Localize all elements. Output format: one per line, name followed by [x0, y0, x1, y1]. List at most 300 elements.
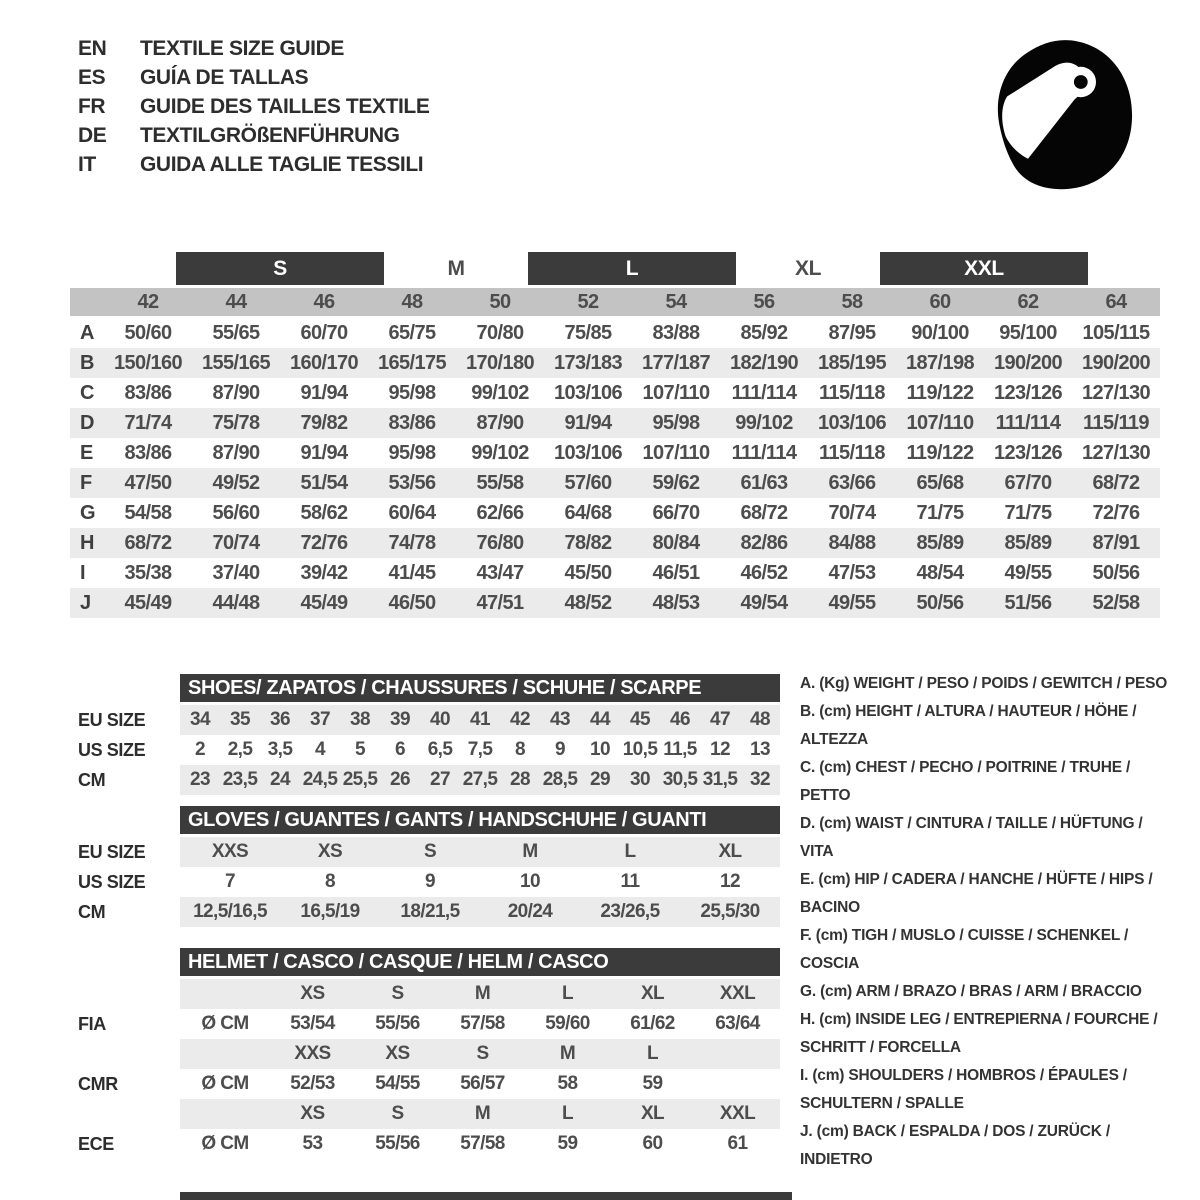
- helmet-value-cell: 57/58: [460, 1133, 505, 1154]
- value-cell: 26: [390, 769, 410, 790]
- section-row-label: CM: [78, 769, 106, 790]
- section-row-values: [180, 705, 780, 735]
- helmet-sizes-values: [180, 1099, 780, 1129]
- gloves-title: GLOVES / GUANTES / GANTS / HANDSCHUHE / GUANTI: [180, 806, 780, 834]
- language-row: [78, 92, 429, 121]
- value-cell: 30: [630, 769, 650, 790]
- helmet-size-cell: S: [476, 1043, 489, 1064]
- language-label: TEXTILGRÖßENFÜHRUNG: [140, 123, 400, 147]
- row-letter: B: [80, 351, 94, 374]
- legend-item: J. (cm) BACK / ESPALDA / DOS / ZURÜCK / INDIETRO: [800, 1123, 1110, 1168]
- row-letter: J: [80, 591, 91, 614]
- size-cell: 39/42: [300, 561, 348, 584]
- size-cell: 45/49: [124, 591, 172, 614]
- helmet-value-cell: 59: [642, 1073, 663, 1094]
- value-cell: 13: [750, 739, 770, 760]
- value-cell: 44: [590, 709, 610, 730]
- helmet-sizes-row: [70, 979, 780, 1009]
- value-cell: 10: [520, 871, 540, 892]
- value-cell: 24,5: [302, 769, 338, 790]
- size-column-60: 60: [929, 290, 951, 313]
- size-cell: 49/55: [828, 591, 876, 614]
- value-cell: XL: [718, 841, 742, 862]
- size-cell: 187/198: [905, 351, 975, 374]
- size-cell: 46/52: [740, 561, 788, 584]
- size-cell: 99/102: [471, 441, 529, 464]
- helmet-size-cell: M: [474, 1103, 491, 1124]
- size-column-46: 46: [313, 290, 335, 313]
- helmet-value-cell: 55/56: [375, 1133, 420, 1154]
- size-column-44: 44: [225, 290, 247, 313]
- size-cell: 37/40: [212, 561, 260, 584]
- garment-size-table: [70, 252, 1160, 618]
- row-letter: E: [80, 441, 93, 464]
- size-cell: 47/50: [124, 471, 172, 494]
- size-cell: 82/86: [740, 531, 788, 554]
- size-cell: 155/165: [201, 351, 271, 374]
- racing-helmet-icon: [980, 28, 1140, 200]
- helmet-standard-values: [180, 1069, 780, 1099]
- value-cell: 25,5: [342, 769, 378, 790]
- size-column-58: 58: [841, 290, 863, 313]
- helmet-size-cell: XXL: [719, 1103, 756, 1124]
- helmet-size-cell: XS: [385, 1043, 410, 1064]
- size-cell: 52/58: [1092, 591, 1140, 614]
- helmet-sizes-row: [70, 1039, 780, 1069]
- value-cell: 46: [670, 709, 690, 730]
- size-cell: 44/48: [212, 591, 260, 614]
- section-row-label: EU SIZE: [78, 841, 146, 862]
- language-row: [78, 63, 429, 92]
- helmet-size-cell: S: [391, 1103, 404, 1124]
- size-cell: 123/126: [993, 441, 1063, 464]
- size-column-48: 48: [401, 290, 423, 313]
- size-row-d: [70, 408, 1160, 438]
- size-cell: 59/62: [652, 471, 700, 494]
- size-cell: 50/56: [916, 591, 964, 614]
- size-cell: 95/98: [652, 411, 700, 434]
- size-cell: 55/58: [476, 471, 524, 494]
- section-row-label: EU SIZE: [78, 709, 146, 730]
- size-cell: 182/190: [729, 351, 799, 374]
- section-row: [70, 837, 780, 867]
- value-cell: 27,5: [462, 769, 498, 790]
- value-cell: XXS: [211, 841, 249, 862]
- size-row-b: [70, 348, 1160, 378]
- legend-item: E. (cm) HIP / CADERA / HANCHE / HÜFTE / HIPS / BACINO: [800, 871, 1153, 916]
- helmet-size-cell: XXS: [294, 1043, 331, 1064]
- size-cell: 91/94: [300, 381, 348, 404]
- size-column-62: 62: [1017, 290, 1039, 313]
- helmet-sizes-spacer: [70, 979, 180, 1009]
- size-cell: 87/95: [828, 321, 876, 344]
- size-cell: 95/100: [999, 321, 1057, 344]
- language-code: DE: [78, 123, 107, 147]
- value-cell: 23/26,5: [600, 901, 660, 922]
- size-cell: 84/88: [828, 531, 876, 554]
- helmet-title: HELMET / CASCO / CASQUE / HELM / CASCO: [180, 948, 780, 976]
- size-cell: 63/66: [828, 471, 876, 494]
- value-cell: 31,5: [702, 769, 738, 790]
- size-cell: 87/91: [1092, 531, 1140, 554]
- helmet-value-cell: 53: [302, 1133, 323, 1154]
- size-cell: 66/70: [652, 501, 700, 524]
- diameter-label: Ø CM: [201, 1013, 249, 1034]
- value-cell: 2,5: [227, 739, 253, 760]
- size-band-spacer: [70, 288, 104, 316]
- size-cell: 48/53: [652, 591, 700, 614]
- size-cell: 115/118: [819, 381, 885, 404]
- size-cell: 177/187: [641, 351, 711, 374]
- row-letter: I: [80, 561, 85, 584]
- size-cell: 80/84: [652, 531, 700, 554]
- value-cell: 30,5: [662, 769, 698, 790]
- value-cell: M: [522, 841, 538, 862]
- size-cell: 170/180: [465, 351, 535, 374]
- size-group-xl: XL: [794, 256, 822, 280]
- size-cell: 50/60: [124, 321, 172, 344]
- size-cell: 46/50: [388, 591, 436, 614]
- size-cell: 68/72: [1092, 471, 1140, 494]
- size-cell: 62/66: [476, 501, 524, 524]
- value-cell: 11: [620, 871, 640, 892]
- diameter-label: Ø CM: [201, 1073, 249, 1094]
- diameter-label: Ø CM: [201, 1133, 249, 1154]
- helmet-size-cell: XXL: [719, 983, 756, 1004]
- size-cell: 99/102: [735, 411, 793, 434]
- value-cell: 4: [315, 739, 325, 760]
- helmet-value-cell: 60: [642, 1133, 663, 1154]
- row-letter: C: [80, 381, 94, 404]
- legend-item: F. (cm) TIGH / MUSLO / CUISSE / SCHENKEL / COSCIA: [800, 927, 1129, 972]
- helmet-sizes-row: [70, 1099, 780, 1129]
- size-cell: 107/110: [642, 441, 710, 464]
- value-cell: 10,5: [622, 739, 658, 760]
- shoes-rows: [70, 705, 780, 795]
- standard-label: CMR: [78, 1073, 118, 1094]
- value-cell: 29: [590, 769, 610, 790]
- value-cell: 7,5: [467, 739, 493, 760]
- value-cell: 12: [720, 871, 740, 892]
- gloves-section: [70, 806, 780, 927]
- size-label-spacer: [180, 1039, 270, 1069]
- value-cell: 6,5: [427, 739, 453, 760]
- helmet-sizes-spacer: [70, 1039, 180, 1069]
- value-cell: 3,5: [267, 739, 293, 760]
- legend-item: D. (cm) WAIST / CINTURA / TAILLE / HÜFTUNG / VITA: [800, 815, 1143, 860]
- size-cell: 70/74: [212, 531, 260, 554]
- value-cell: 35: [230, 709, 250, 730]
- row-letter: H: [80, 531, 94, 554]
- helmet-value-cell: 52/53: [290, 1073, 335, 1094]
- size-cell: 165/175: [377, 351, 447, 374]
- size-cell: 57/60: [564, 471, 612, 494]
- helmet-value-cell: 58: [557, 1073, 578, 1094]
- standard-label: ECE: [78, 1133, 114, 1154]
- section-row: [70, 735, 780, 765]
- helmet-value-cell: 57/58: [460, 1013, 505, 1034]
- size-cell: 123/126: [993, 381, 1063, 404]
- section-row: [70, 765, 780, 795]
- size-row-e: [70, 438, 1160, 468]
- helmet-value-cell: [695, 1069, 780, 1099]
- size-cell: 56/60: [212, 501, 260, 524]
- legend-item: C. (cm) CHEST / PECHO / POITRINE / TRUHE / PETTO: [800, 759, 1131, 804]
- helmet-value-cell: 59: [557, 1133, 578, 1154]
- value-cell: 34: [190, 709, 210, 730]
- size-cell: 67/70: [1004, 471, 1052, 494]
- size-cell: 51/54: [300, 471, 348, 494]
- helmet-sizes-spacer: [70, 1099, 180, 1129]
- size-cell: 78/82: [564, 531, 612, 554]
- size-cell: 160/170: [289, 351, 359, 374]
- size-cell: 72/76: [1092, 501, 1140, 524]
- size-cell: 71/75: [1004, 501, 1052, 524]
- helmet-value-cell: 63/64: [715, 1013, 760, 1034]
- value-cell: 36: [270, 709, 290, 730]
- size-cell: 127/130: [1081, 381, 1151, 404]
- size-row-g: [70, 498, 1160, 528]
- value-cell: 8: [325, 871, 335, 892]
- legend-item: A. (Kg) WEIGHT / PESO / POIDS / GEWITCH / PESO: [800, 675, 1168, 692]
- value-cell: 38: [350, 709, 370, 730]
- size-cell: 91/94: [300, 441, 348, 464]
- helmet-value-cell: 54/55: [375, 1073, 420, 1094]
- section-row-label: US SIZE: [78, 871, 146, 892]
- size-cell: 127/130: [1081, 441, 1151, 464]
- helmet-size-cell: L: [561, 1103, 573, 1124]
- value-cell: 27: [430, 769, 450, 790]
- section-row-label: CM: [78, 901, 106, 922]
- size-cell: 55/65: [212, 321, 260, 344]
- size-cell: 43/47: [476, 561, 524, 584]
- helmet-size-cell: L: [561, 983, 573, 1004]
- size-cell: 119/122: [906, 381, 974, 404]
- language-row: [78, 150, 429, 179]
- value-cell: S: [423, 841, 437, 862]
- size-column-42: 42: [137, 290, 159, 313]
- helmet-value-cell: 59/60: [545, 1013, 590, 1034]
- size-cell: 115/119: [1083, 411, 1149, 434]
- helmet-sizes-values: [180, 1039, 780, 1069]
- size-cell: 61/63: [740, 471, 788, 494]
- size-cell: 85/89: [916, 531, 964, 554]
- size-row-h: [70, 528, 1160, 558]
- helmet-standard-row: [70, 1069, 780, 1099]
- value-cell: 18/21,5: [400, 901, 460, 922]
- row-letter: G: [80, 501, 95, 524]
- size-cell: 35/38: [124, 561, 172, 584]
- helmet-size-cell: L: [646, 1043, 658, 1064]
- section-row-values: [180, 765, 780, 795]
- size-cell: 85/89: [1004, 531, 1052, 554]
- size-cell: 95/98: [388, 441, 436, 464]
- value-cell: 48: [750, 709, 770, 730]
- helmet-size-cell: M: [474, 983, 491, 1004]
- size-cell: 95/98: [388, 381, 436, 404]
- size-cell: 103/106: [553, 441, 623, 464]
- helmet-sizes-values: [180, 979, 780, 1009]
- size-table-body: [70, 318, 1160, 618]
- helmet-size-cell: XS: [300, 1103, 325, 1124]
- size-row-j: [70, 588, 1160, 618]
- value-cell: 32: [750, 769, 770, 790]
- value-cell: 42: [510, 709, 530, 730]
- section-row-values: [180, 897, 780, 927]
- size-cell: 49/52: [212, 471, 260, 494]
- size-column-64: 64: [1105, 290, 1127, 313]
- value-cell: 12,5/16,5: [193, 901, 267, 922]
- language-label: TEXTILE SIZE GUIDE: [140, 36, 344, 60]
- value-cell: 45: [630, 709, 650, 730]
- value-cell: 9: [555, 739, 565, 760]
- value-cell: 7: [225, 871, 235, 892]
- size-cell: 83/86: [388, 411, 436, 434]
- size-group-l: L: [528, 252, 736, 285]
- value-cell: 39: [390, 709, 410, 730]
- value-cell: 2: [195, 739, 205, 760]
- size-cell: 45/49: [300, 591, 348, 614]
- size-cell: 111/114: [731, 441, 797, 464]
- section-row-values: [180, 735, 780, 765]
- size-cell: 105/115: [1082, 321, 1150, 344]
- size-cell: 47/53: [828, 561, 876, 584]
- value-cell: L: [624, 841, 636, 862]
- size-row-i: [70, 558, 1160, 588]
- legend-item: G. (cm) ARM / BRAZO / BRAS / ARM / BRACCIO: [800, 983, 1142, 1000]
- size-cell: 51/56: [1004, 591, 1052, 614]
- size-cell: 87/90: [476, 411, 524, 434]
- helmet-size-cell: XS: [300, 983, 325, 1004]
- size-cell: 76/80: [476, 531, 524, 554]
- size-cell: 71/74: [124, 411, 172, 434]
- size-cell: 119/122: [906, 441, 974, 464]
- helmet-size-cell: XL: [640, 1103, 665, 1124]
- section-row: [70, 897, 780, 927]
- size-cell: 107/110: [642, 381, 710, 404]
- language-row: [78, 34, 429, 63]
- size-cell: 79/82: [300, 411, 348, 434]
- helmet-rows: [70, 979, 780, 1159]
- size-cell: 83/86: [124, 381, 172, 404]
- size-cell: 87/90: [212, 381, 260, 404]
- size-column-54: 54: [665, 290, 687, 313]
- size-cell: 64/68: [564, 501, 612, 524]
- standard-label: FIA: [78, 1013, 106, 1034]
- language-code: ES: [78, 65, 106, 89]
- gloves-rows: [70, 837, 780, 927]
- section-row-values: [180, 867, 780, 897]
- size-cell: 72/76: [300, 531, 348, 554]
- size-row-a: [70, 318, 1160, 348]
- helmet-size-cell: XL: [640, 983, 665, 1004]
- language-code: EN: [78, 36, 107, 60]
- helmet-value-cell: 56/57: [460, 1073, 505, 1094]
- value-cell: 12: [710, 739, 730, 760]
- size-label-spacer: [180, 979, 270, 1009]
- helmet-section: [70, 948, 780, 1159]
- helmet-standard-values: [180, 1009, 780, 1039]
- value-cell: 25,5/30: [700, 901, 760, 922]
- helmet-standard-row: [70, 1129, 780, 1159]
- size-cell: 53/56: [388, 471, 436, 494]
- size-cell: 48/54: [916, 561, 964, 584]
- helmet-size-cell: S: [391, 983, 404, 1004]
- section-row: [70, 867, 780, 897]
- size-cell: 190/200: [1081, 351, 1151, 374]
- size-cell: 75/85: [564, 321, 612, 344]
- helmet-value-cell: 61: [727, 1133, 748, 1154]
- legend-item: B. (cm) HEIGHT / ALTURA / HAUTEUR / HÖHE / ALTEZZA: [800, 703, 1137, 748]
- value-cell: 10: [590, 739, 610, 760]
- helmet-value-cell: 61/62: [630, 1013, 675, 1034]
- value-cell: 6: [395, 739, 405, 760]
- language-list: [78, 34, 429, 179]
- size-cell: 50/56: [1092, 561, 1140, 584]
- size-cell: 107/110: [906, 411, 974, 434]
- size-cell: 75/78: [212, 411, 260, 434]
- value-cell: 23,5: [222, 769, 258, 790]
- size-cell: 60/64: [388, 501, 436, 524]
- size-cell: 46/51: [652, 561, 700, 584]
- size-cell: 190/200: [993, 351, 1063, 374]
- language-label: GUÍA DE TALLAS: [140, 65, 309, 89]
- helmet-size-cell: [695, 1039, 780, 1069]
- value-cell: 28: [510, 769, 530, 790]
- language-label: GUIDE DES TAILLES TEXTILE: [140, 94, 430, 118]
- size-cell: 65/75: [388, 321, 436, 344]
- row-letter: D: [80, 411, 94, 434]
- size-cell: 150/160: [113, 351, 183, 374]
- size-label-spacer: [180, 1099, 270, 1129]
- size-column-56: 56: [753, 290, 775, 313]
- size-cell: 47/51: [476, 591, 524, 614]
- value-cell: 11,5: [663, 739, 697, 760]
- helmet-standard-values: [180, 1129, 780, 1159]
- value-cell: 41: [470, 709, 490, 730]
- size-cell: 74/78: [388, 531, 436, 554]
- helmet-size-cell: M: [559, 1043, 576, 1064]
- size-cell: 48/52: [564, 591, 612, 614]
- value-cell: 8: [515, 739, 525, 760]
- size-row-f: [70, 468, 1160, 498]
- size-cell: 49/55: [1004, 561, 1052, 584]
- size-cell: 54/58: [124, 501, 172, 524]
- size-cell: 87/90: [212, 441, 260, 464]
- value-cell: 9: [425, 871, 435, 892]
- legend-item: H. (cm) INSIDE LEG / ENTREPIERNA / FOURCHE / SCHRITT / FORCELLA: [800, 1011, 1158, 1056]
- value-cell: 24: [270, 769, 290, 790]
- size-cell: 99/102: [471, 381, 529, 404]
- size-cell: 65/68: [916, 471, 964, 494]
- language-row: [78, 121, 429, 150]
- shoes-title: SHOES/ ZAPATOS / CHAUSSURES / SCHUHE / SCARPE: [180, 674, 780, 702]
- size-column-50: 50: [489, 290, 511, 313]
- size-group-m: M: [447, 256, 465, 280]
- legend-item: I. (cm) SHOULDERS / HOMBROS / ÉPAULES / SCHULTERN / SPALLE: [800, 1067, 1127, 1112]
- value-cell: 20/24: [507, 901, 553, 922]
- size-cell: 115/118: [819, 441, 885, 464]
- value-cell: XS: [317, 841, 343, 862]
- size-cell: 91/94: [564, 411, 612, 434]
- size-cell: 49/54: [740, 591, 788, 614]
- value-cell: 16,5/19: [300, 901, 360, 922]
- language-label: GUIDA ALLE TAGLIE TESSILI: [140, 152, 424, 176]
- value-cell: 23: [190, 769, 210, 790]
- size-cell: 68/72: [740, 501, 788, 524]
- size-cell: 60/70: [300, 321, 348, 344]
- cutoff-header-bar: [180, 1192, 792, 1200]
